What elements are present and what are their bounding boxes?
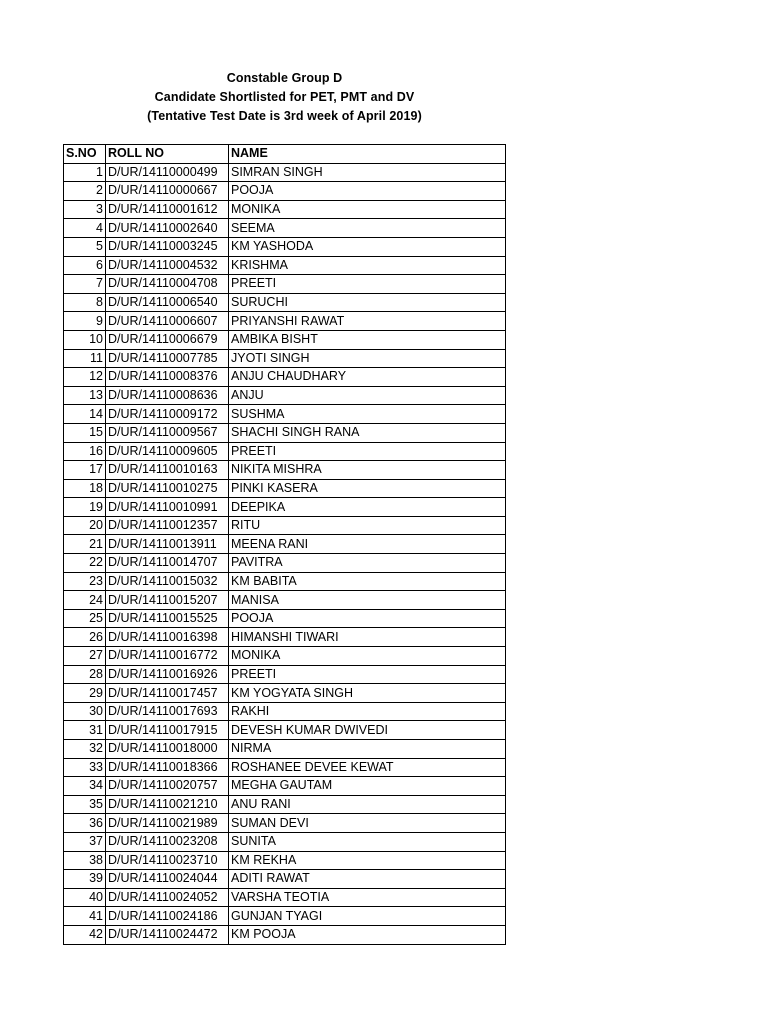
cell-roll-no: D/UR/14110000499 bbox=[106, 163, 229, 182]
table-row bbox=[64, 182, 506, 201]
cell-sno: 32 bbox=[64, 740, 106, 759]
cell-sno: 10 bbox=[64, 330, 106, 349]
cell-name: KM YASHODA bbox=[229, 237, 506, 256]
cell-roll-no: D/UR/14110006679 bbox=[106, 330, 229, 349]
cell-name: SEEMA bbox=[229, 219, 506, 238]
table-row bbox=[64, 814, 506, 833]
cell-roll-no: D/UR/14110016772 bbox=[106, 647, 229, 666]
cell-roll-no: D/UR/14110017693 bbox=[106, 702, 229, 721]
document-note: (Tentative Test Date is 3rd week of April 2019) bbox=[147, 109, 422, 123]
cell-sno: 34 bbox=[64, 777, 106, 796]
cell-name: MONIKA bbox=[229, 200, 506, 219]
table-row bbox=[64, 870, 506, 889]
cell-roll-no: D/UR/14110015032 bbox=[106, 572, 229, 591]
cell-name: KM REKHA bbox=[229, 851, 506, 870]
cell-name: PRIYANSHI RAWAT bbox=[229, 312, 506, 331]
table-row bbox=[64, 591, 506, 610]
cell-name: SUMAN DEVI bbox=[229, 814, 506, 833]
table-row bbox=[64, 275, 506, 294]
cell-roll-no: D/UR/14110009172 bbox=[106, 405, 229, 424]
cell-sno: 35 bbox=[64, 795, 106, 814]
cell-name: KM YOGYATA SINGH bbox=[229, 684, 506, 703]
cell-roll-no: D/UR/14110023208 bbox=[106, 832, 229, 851]
cell-name: MEENA RANI bbox=[229, 535, 506, 554]
cell-roll-no: D/UR/14110010275 bbox=[106, 479, 229, 498]
cell-name: RITU bbox=[229, 516, 506, 535]
cell-name: JYOTI SINGH bbox=[229, 349, 506, 368]
cell-sno: 17 bbox=[64, 461, 106, 480]
table-row bbox=[64, 740, 506, 759]
table-header-row bbox=[64, 145, 506, 164]
cell-name: SHACHI SINGH RANA bbox=[229, 423, 506, 442]
cell-name: ANU RANI bbox=[229, 795, 506, 814]
cell-name: ADITI RAWAT bbox=[229, 870, 506, 889]
cell-roll-no: D/UR/14110015207 bbox=[106, 591, 229, 610]
cell-name: PAVITRA bbox=[229, 554, 506, 573]
table-row bbox=[64, 925, 506, 944]
table-row bbox=[64, 721, 506, 740]
document-subtitle: Candidate Shortlisted for PET, PMT and DV bbox=[154, 90, 415, 104]
cell-roll-no: D/UR/14110018000 bbox=[106, 740, 229, 759]
cell-roll-no: D/UR/14110008636 bbox=[106, 386, 229, 405]
document-header bbox=[64, 69, 505, 126]
cell-sno: 26 bbox=[64, 628, 106, 647]
cell-sno: 29 bbox=[64, 684, 106, 703]
cell-sno: 30 bbox=[64, 702, 106, 721]
cell-sno: 21 bbox=[64, 535, 106, 554]
cell-roll-no: D/UR/14110012357 bbox=[106, 516, 229, 535]
table-row bbox=[64, 647, 506, 666]
cell-name: KM POOJA bbox=[229, 925, 506, 944]
cell-roll-no: D/UR/14110009605 bbox=[106, 442, 229, 461]
table-row bbox=[64, 256, 506, 275]
cell-roll-no: D/UR/14110015525 bbox=[106, 609, 229, 628]
table-row bbox=[64, 163, 506, 182]
table-row bbox=[64, 795, 506, 814]
cell-sno: 31 bbox=[64, 721, 106, 740]
table-row bbox=[64, 758, 506, 777]
cell-name: HIMANSHI TIWARI bbox=[229, 628, 506, 647]
table-row bbox=[64, 200, 506, 219]
cell-roll-no: D/UR/14110007785 bbox=[106, 349, 229, 368]
cell-sno: 22 bbox=[64, 554, 106, 573]
cell-roll-no: D/UR/14110014707 bbox=[106, 554, 229, 573]
cell-sno: 18 bbox=[64, 479, 106, 498]
cell-sno: 41 bbox=[64, 907, 106, 926]
table-row bbox=[64, 461, 506, 480]
table-row bbox=[64, 702, 506, 721]
cell-name: MANISA bbox=[229, 591, 506, 610]
cell-name: SURUCHI bbox=[229, 293, 506, 312]
cell-sno: 27 bbox=[64, 647, 106, 666]
cell-roll-no: D/UR/14110004708 bbox=[106, 275, 229, 294]
table-row bbox=[64, 498, 506, 517]
cell-roll-no: D/UR/14110010991 bbox=[106, 498, 229, 517]
cell-name: KRISHMA bbox=[229, 256, 506, 275]
cell-name: SUNITA bbox=[229, 832, 506, 851]
cell-roll-no: D/UR/14110023710 bbox=[106, 851, 229, 870]
cell-sno: 2 bbox=[64, 182, 106, 201]
cell-sno: 8 bbox=[64, 293, 106, 312]
cell-sno: 7 bbox=[64, 275, 106, 294]
cell-name: PREETI bbox=[229, 665, 506, 684]
candidate-table bbox=[63, 144, 506, 945]
cell-name: MEGHA GAUTAM bbox=[229, 777, 506, 796]
table-row bbox=[64, 349, 506, 368]
table-row bbox=[64, 684, 506, 703]
cell-roll-no: D/UR/14110009567 bbox=[106, 423, 229, 442]
table-row bbox=[64, 832, 506, 851]
cell-sno: 1 bbox=[64, 163, 106, 182]
cell-sno: 5 bbox=[64, 237, 106, 256]
cell-roll-no: D/UR/14110003245 bbox=[106, 237, 229, 256]
cell-roll-no: D/UR/14110002640 bbox=[106, 219, 229, 238]
cell-sno: 16 bbox=[64, 442, 106, 461]
cell-sno: 3 bbox=[64, 200, 106, 219]
cell-roll-no: D/UR/14110008376 bbox=[106, 368, 229, 387]
cell-name: PINKI KASERA bbox=[229, 479, 506, 498]
cell-roll-no: D/UR/14110010163 bbox=[106, 461, 229, 480]
cell-roll-no: D/UR/14110024186 bbox=[106, 907, 229, 926]
cell-sno: 11 bbox=[64, 349, 106, 368]
table-row bbox=[64, 368, 506, 387]
cell-sno: 14 bbox=[64, 405, 106, 424]
cell-roll-no: D/UR/14110001612 bbox=[106, 200, 229, 219]
cell-name: PREETI bbox=[229, 442, 506, 461]
cell-name: POOJA bbox=[229, 182, 506, 201]
table-row bbox=[64, 219, 506, 238]
cell-sno: 39 bbox=[64, 870, 106, 889]
table-row bbox=[64, 423, 506, 442]
cell-sno: 33 bbox=[64, 758, 106, 777]
cell-sno: 28 bbox=[64, 665, 106, 684]
cell-name: DEVESH KUMAR DWIVEDI bbox=[229, 721, 506, 740]
cell-roll-no: D/UR/14110013911 bbox=[106, 535, 229, 554]
cell-sno: 37 bbox=[64, 832, 106, 851]
cell-roll-no: D/UR/14110024052 bbox=[106, 888, 229, 907]
cell-roll-no: D/UR/14110006607 bbox=[106, 312, 229, 331]
cell-name: KM BABITA bbox=[229, 572, 506, 591]
column-header-roll-no: ROLL NO bbox=[106, 145, 229, 164]
cell-roll-no: D/UR/14110004532 bbox=[106, 256, 229, 275]
cell-sno: 12 bbox=[64, 368, 106, 387]
cell-sno: 6 bbox=[64, 256, 106, 275]
cell-name: NIKITA MISHRA bbox=[229, 461, 506, 480]
table-row bbox=[64, 405, 506, 424]
cell-roll-no: D/UR/14110018366 bbox=[106, 758, 229, 777]
cell-sno: 23 bbox=[64, 572, 106, 591]
cell-roll-no: D/UR/14110016398 bbox=[106, 628, 229, 647]
cell-sno: 4 bbox=[64, 219, 106, 238]
table-row bbox=[64, 777, 506, 796]
cell-roll-no: D/UR/14110017915 bbox=[106, 721, 229, 740]
column-header-sno: S.NO bbox=[64, 145, 106, 164]
cell-roll-no: D/UR/14110016926 bbox=[106, 665, 229, 684]
cell-name: NIRMA bbox=[229, 740, 506, 759]
cell-roll-no: D/UR/14110017457 bbox=[106, 684, 229, 703]
cell-roll-no: D/UR/14110006540 bbox=[106, 293, 229, 312]
cell-roll-no: D/UR/14110000667 bbox=[106, 182, 229, 201]
cell-roll-no: D/UR/14110021989 bbox=[106, 814, 229, 833]
cell-sno: 25 bbox=[64, 609, 106, 628]
cell-roll-no: D/UR/14110024044 bbox=[106, 870, 229, 889]
table-body bbox=[64, 163, 506, 944]
cell-name: ROSHANEE DEVEE KEWAT bbox=[229, 758, 506, 777]
table-row bbox=[64, 442, 506, 461]
table-row bbox=[64, 293, 506, 312]
cell-sno: 13 bbox=[64, 386, 106, 405]
cell-name: DEEPIKA bbox=[229, 498, 506, 517]
cell-name: VARSHA TEOTIA bbox=[229, 888, 506, 907]
table-row bbox=[64, 628, 506, 647]
cell-sno: 40 bbox=[64, 888, 106, 907]
cell-roll-no: D/UR/14110021210 bbox=[106, 795, 229, 814]
cell-sno: 42 bbox=[64, 925, 106, 944]
table-row bbox=[64, 479, 506, 498]
cell-sno: 38 bbox=[64, 851, 106, 870]
cell-roll-no: D/UR/14110020757 bbox=[106, 777, 229, 796]
table-row bbox=[64, 312, 506, 331]
table-row bbox=[64, 907, 506, 926]
cell-name: SIMRAN SINGH bbox=[229, 163, 506, 182]
cell-roll-no: D/UR/14110024472 bbox=[106, 925, 229, 944]
table-row bbox=[64, 237, 506, 256]
cell-sno: 36 bbox=[64, 814, 106, 833]
cell-name: ANJU bbox=[229, 386, 506, 405]
table-row bbox=[64, 609, 506, 628]
table-row bbox=[64, 888, 506, 907]
cell-sno: 15 bbox=[64, 423, 106, 442]
cell-sno: 19 bbox=[64, 498, 106, 517]
cell-sno: 24 bbox=[64, 591, 106, 610]
table-row bbox=[64, 516, 506, 535]
table-row bbox=[64, 535, 506, 554]
table-row bbox=[64, 665, 506, 684]
column-header-name: NAME bbox=[229, 145, 506, 164]
cell-name: POOJA bbox=[229, 609, 506, 628]
cell-name: GUNJAN TYAGI bbox=[229, 907, 506, 926]
table-row bbox=[64, 330, 506, 349]
cell-sno: 20 bbox=[64, 516, 106, 535]
document-title: Constable Group D bbox=[226, 71, 343, 85]
table-row bbox=[64, 851, 506, 870]
cell-name: SUSHMA bbox=[229, 405, 506, 424]
table-row bbox=[64, 572, 506, 591]
cell-name: RAKHI bbox=[229, 702, 506, 721]
table-row bbox=[64, 554, 506, 573]
table-row bbox=[64, 386, 506, 405]
cell-name: PREETI bbox=[229, 275, 506, 294]
cell-name: ANJU CHAUDHARY bbox=[229, 368, 506, 387]
cell-sno: 9 bbox=[64, 312, 106, 331]
cell-name: MONIKA bbox=[229, 647, 506, 666]
cell-name: AMBIKA BISHT bbox=[229, 330, 506, 349]
